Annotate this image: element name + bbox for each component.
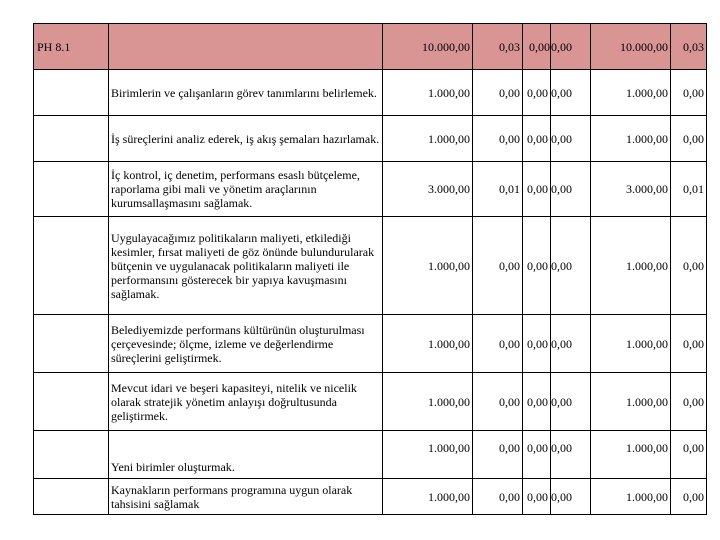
header-value-2: 0,03 (473, 24, 523, 70)
row-value-1: 1.000,00 (383, 373, 473, 431)
budget-table (33, 23, 707, 515)
row-value-2: 0,00 (473, 217, 523, 315)
row-value-1: 1.000,00 (383, 217, 473, 315)
row-value-3: 0,00 (523, 70, 551, 116)
header-value-6: 0,03 (671, 24, 707, 70)
header-value-4: 0,00 (551, 24, 591, 70)
row-value-5: 1.000,00 (591, 116, 671, 162)
row-value-2: 0,01 (473, 162, 523, 217)
row-value-2: 0,00 (473, 70, 523, 116)
row-value-3: 0,00 (523, 373, 551, 431)
header-value-3: 0,00 (523, 24, 551, 70)
row-value-6: 0,00 (671, 373, 707, 431)
row-value-1: 1.000,00 (383, 431, 473, 479)
row-value-4: 0,00 (551, 315, 591, 373)
row-value-4: 0,00 (551, 70, 591, 116)
row-value-4: 0,00 (551, 431, 591, 479)
row-value-4: 0,00 (551, 217, 591, 315)
row-value-5: 1.000,00 (591, 315, 671, 373)
row-value-6: 0,00 (671, 70, 707, 116)
table-row (34, 315, 707, 373)
row-value-3: 0,00 (523, 116, 551, 162)
row-code-cell (34, 162, 109, 217)
row-value-2: 0,00 (473, 116, 523, 162)
table-row (34, 70, 707, 116)
row-value-5: 1.000,00 (591, 70, 671, 116)
row-code-cell (34, 431, 109, 479)
table-row (34, 217, 707, 315)
row-value-5: 3.000,00 (591, 162, 671, 217)
table-row (34, 162, 707, 217)
row-value-3: 0,00 (523, 315, 551, 373)
row-value-3: 0,00 (523, 479, 551, 515)
row-value-4: 0,00 (551, 373, 591, 431)
row-value-3: 0,00 (523, 162, 551, 217)
row-value-6: 0,00 (671, 116, 707, 162)
row-value-6: 0,00 (671, 217, 707, 315)
header-value-5: 10.000,00 (591, 24, 671, 70)
row-value-3: 0,00 (523, 431, 551, 479)
row-value-6: 0,01 (671, 162, 707, 217)
header-code-cell: PH 8.1 (34, 24, 109, 70)
table-row (34, 116, 707, 162)
table-row (34, 431, 707, 479)
row-value-3: 0,00 (523, 217, 551, 315)
row-code-cell (34, 315, 109, 373)
row-description: Kaynakların performans programına uygun olarak tahsisini sağlamak (109, 479, 383, 515)
row-value-6: 0,00 (671, 431, 707, 479)
row-code-cell (34, 116, 109, 162)
header-row (34, 24, 707, 70)
row-description: İç kontrol, iç denetim, performans esaslı bütçeleme, raporlama gibi mali ve yönetim araçlarının kurumsallaşmasını sağlamak. (109, 162, 383, 217)
row-value-5: 1.000,00 (591, 373, 671, 431)
row-value-6: 0,00 (671, 315, 707, 373)
row-code-cell (34, 373, 109, 431)
row-code-cell (34, 70, 109, 116)
row-value-1: 3.000,00 (383, 162, 473, 217)
row-value-6: 0,00 (671, 479, 707, 515)
header-title-cell (109, 24, 383, 70)
row-value-5: 1.000,00 (591, 217, 671, 315)
row-description: Yeni birimler oluşturmak. (109, 431, 383, 479)
row-description: Birimlerin ve çalışanların görev tanımlarını belirlemek. (109, 70, 383, 116)
table-row (34, 373, 707, 431)
row-description: İş süreçlerini analiz ederek, iş akış şemaları hazırlamak. (109, 116, 383, 162)
row-description: Mevcut idari ve beşeri kapasiteyi, nitelik ve nicelik olarak stratejik yönetim anlayışı doğrultusunda geliştirmek. (109, 373, 383, 431)
row-value-5: 1.000,00 (591, 431, 671, 479)
row-code-cell (34, 479, 109, 515)
row-description: Belediyemizde performans kültürünün oluşturulması çerçevesinde; ölçme, izleme ve değerlendirme süreçlerini geliştirmek. (109, 315, 383, 373)
row-value-1: 1.000,00 (383, 479, 473, 515)
row-value-5: 1.000,00 (591, 479, 671, 515)
header-value-1: 10.000,00 (383, 24, 473, 70)
row-value-1: 1.000,00 (383, 70, 473, 116)
row-value-2: 0,00 (473, 431, 523, 479)
row-value-2: 0,00 (473, 479, 523, 515)
row-value-2: 0,00 (473, 373, 523, 431)
row-code-cell (34, 217, 109, 315)
row-description: Uygulayacağımız politikaların maliyeti, etkilediği kesimler, fırsat maliyeti de göz önünde bulundurularak bütçenin ve uygulanacak politikaların maliyeti ile performansını gösterecek bir yapıya kavuşmasını sağlamak. (109, 217, 383, 315)
row-value-1: 1.000,00 (383, 315, 473, 373)
row-value-4: 0,00 (551, 479, 591, 515)
row-value-4: 0,00 (551, 116, 591, 162)
row-value-1: 1.000,00 (383, 116, 473, 162)
row-value-2: 0,00 (473, 315, 523, 373)
row-value-4: 0,00 (551, 162, 591, 217)
table-row (34, 479, 707, 515)
